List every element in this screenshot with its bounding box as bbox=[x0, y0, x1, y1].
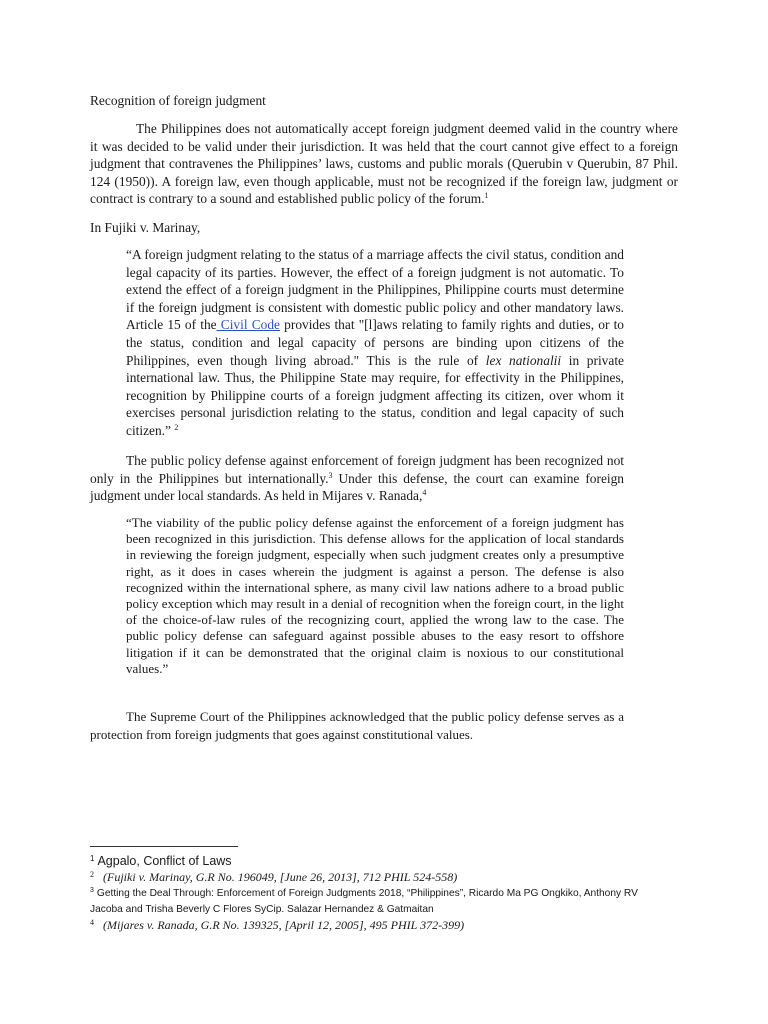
quote-mijares: “The viability of the public policy defense against the enforcement of a foreign judgment has been recognized in this jurisdiction. This defense allows for the application of local standards in reviewing the foreign judgment, especially when such judgment creates only a presumptive right, as it does in cases wherein the judgment is against a person. The defense is also recognized within the international sphere, as many civil law nations adhere to a broad public policy exception which may result in a denial of recognition when the foreign court, in the light of the choice-of-law rules of the recognizing court, applied the wrong law to the case. The public policy defense can safeguard against possible abuses to the easy resort to offshore litigation if it can be demonstrated that the original claim is noxious to our constitutional values.” bbox=[126, 515, 624, 676]
paragraph-intro-text: The Philippines does not automatically accept foreign judgment deemed valid in the country where it was decided to be valid under their jurisdiction. It was held that the court cannot give effect to a foreign judgment that contravenes the Philippines’ laws, customs and public morals (Querubin v Querubin, 87 Phil. 124 (1950)). A foreign law, even though applicable, must not be recognized if the foreign law, judgment or contract is contrary to a sound and established public policy of the forum. bbox=[90, 121, 678, 207]
footnote-ref-4[interactable]: 4 bbox=[422, 488, 427, 498]
section-heading: Recognition of foreign judgment bbox=[90, 93, 266, 108]
footnote-3 bbox=[90, 883, 650, 918]
footnote-separator bbox=[90, 846, 238, 847]
paragraph-conclusion: The Supreme Court of the Philippines acknowledged that the public policy defense serves as a protection from foreign judgments that goes against constitutional values. bbox=[90, 709, 624, 742]
footnote-3-text: Getting the Deal Through: Enforcement of Foreign Judgments 2018, “Philippines”, Ricardo Ma PG Ongkiko, Anthony RV Jacoba and Trisha Beverly C Flores SyCip. Salazar Hernandez & Gatmaitan bbox=[90, 888, 638, 915]
footnote-4-mark: 4 bbox=[90, 918, 94, 927]
civil-code-link[interactable]: Civil Code bbox=[216, 317, 280, 333]
paragraph-public-policy bbox=[90, 452, 624, 505]
quote-fujiki-part3: in private international law. Thus, the Philippine State may require, for effectivity in the Philippines, recognition by Philippine courts of a foreign judgment affecting its citizen, over whom it exercises personal jurisdiction relating to the status, condition and legal capacity of such citizen.” bbox=[126, 352, 624, 438]
footnote-2-text: (Fujiki v. Marinay, G.R No. 196049, [June 26, 2013], 712 PHIL 524-558) bbox=[103, 870, 458, 884]
footnote-1-text: Agpalo, Conflict of Laws bbox=[97, 854, 232, 868]
paragraph-intro bbox=[90, 120, 678, 208]
case-intro: In Fujiki v. Marinay, bbox=[90, 220, 201, 235]
footnote-2-mark: 2 bbox=[90, 870, 94, 879]
quote-fujiki bbox=[126, 246, 624, 440]
quote-fujiki-part1: “A foreign judgment relating to the status of a marriage affects the civil status, condition and legal capacity of its parties. However, the effect of a foreign judgment is not automatic. To extend the effect of a foreign judgment in the Philippines, Philippine courts must determine if the foreign judgment is consistent with domestic public policy and other mandatory laws. Article 15 of the bbox=[126, 247, 624, 333]
footnote-ref-3[interactable]: 3 bbox=[328, 470, 333, 480]
quote-fujiki-italic: lex nationalii bbox=[485, 352, 562, 368]
paragraph-public-policy-part2: Under this defense, the court can examine foreign judgment under local standards. As held in Mijares v. Ranada, bbox=[90, 470, 624, 504]
footnote-ref-1[interactable]: 1 bbox=[484, 191, 489, 201]
footnote-4-text: (Mijares v. Ranada, G.R No. 139325, [April 12, 2005], 495 PHIL 372-399) bbox=[103, 918, 465, 932]
footnote-ref-2[interactable]: 2 bbox=[174, 422, 179, 432]
footnote-4 bbox=[90, 915, 690, 933]
quote-fujiki-part2: provides that "[l]aws relating to family rights and duties, or to the status, condition and legal capacity of persons are binding upon citizens of the Philippines, even though living abroad." This is the rule of bbox=[126, 317, 625, 368]
paragraph-public-policy-part1: The public policy defense against enforcement of foreign judgment has been recognized not only in the Philippines but internationally. bbox=[90, 453, 624, 486]
footnote-3-mark: 3 bbox=[90, 887, 94, 894]
footnote-1-mark: 1 bbox=[90, 854, 95, 863]
